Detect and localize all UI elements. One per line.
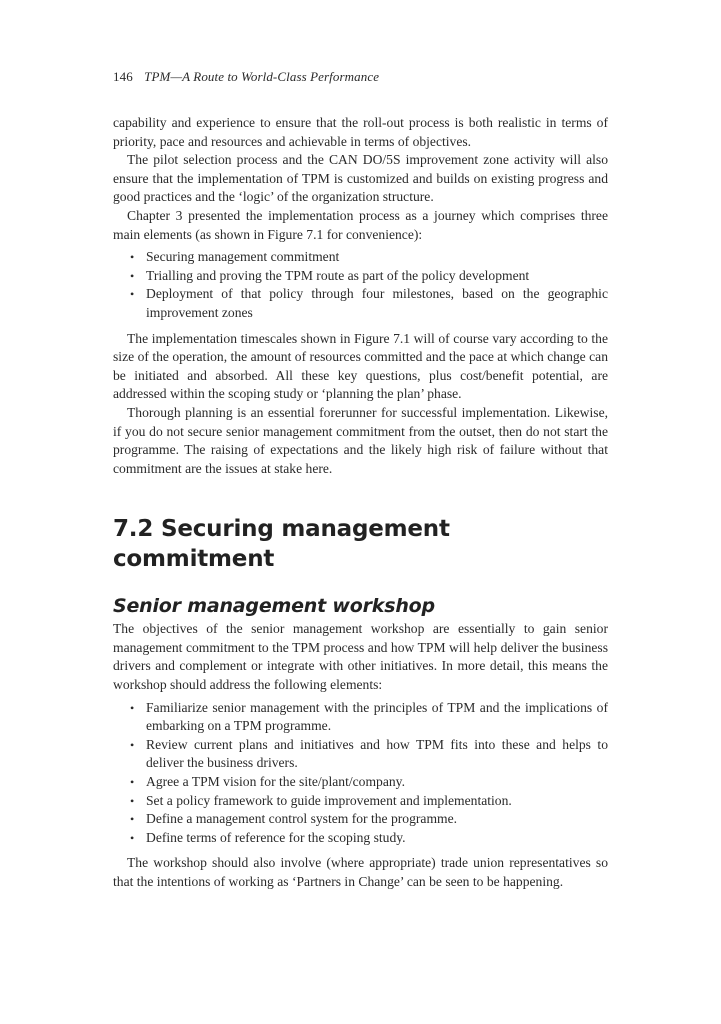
list-item-text: Trialling and proving the TPM route as part of the policy development [146,267,530,283]
body-paragraph: The pilot selection process and the CAN DO/5S improvement zone activity will also ensure that the implementation of TPM is customized and builds on existing progress and good practices and the ‘logic’ of the organization structure. [113,152,608,205]
body-paragraph: capability and experience to ensure that the roll-out process is both realistic in terms of priority, pace and resources and achievable in terms of objectives. [113,115,608,149]
list-item [113,736,608,773]
implementation-elements-list [113,248,608,322]
body-paragraph: Chapter 3 presented the implementation process as a journey which comprises three main elements (as shown in Figure 7.1 for convenience): [113,207,608,242]
running-header [113,69,379,85]
list-item-text: Define a management control system for the programme. [146,811,458,827]
bullet-icon: • [130,775,135,790]
bullet-icon: • [130,250,135,265]
page-body [113,114,608,892]
list-item-text: Familiarize senior management with the principles of TPM and the implications of embarking on a TPM programme. [146,699,608,734]
workshop-elements-list [113,699,608,848]
list-item [113,829,608,848]
list-item [113,773,608,792]
bullet-icon: • [130,830,135,845]
bullet-icon: • [130,793,135,808]
list-item [113,285,608,322]
list-item [113,792,608,811]
bullet-icon: • [130,700,135,715]
list-item [113,699,608,736]
list-item-text: Securing management commitment [146,249,340,265]
page-number: 146 [113,69,133,84]
section-heading: 7.2 Securing management commitment [113,516,450,573]
body-paragraph: Thorough planning is an essential forerunner for successful implementation. Likewise, if you do not secure senior management commitment from the outset, then do not start the programme. The raising of expectations and the likely high risk of failure without that commitment are the issues at stake here. [113,404,608,476]
list-item-text: Review current plans and initiatives and how TPM fits into these and helps to deliver the business drivers. [146,736,608,771]
list-item-text: Agree a TPM vision for the site/plant/company. [146,774,405,790]
body-paragraph: The workshop should also involve (where appropriate) trade union representatives so that the intentions of working as ‘Partners in Change’ can be seen to be happening. [113,855,608,889]
bullet-icon: • [130,287,135,302]
list-item-text: Deployment of that policy through four milestones, based on the geographic improvement zones [146,286,608,320]
subsection-heading: Senior management workshop [113,595,435,618]
list-item [113,248,608,267]
bullet-icon: • [130,737,135,752]
list-item-text: Set a policy framework to guide improvement and implementation. [146,792,512,808]
bullet-icon: • [130,812,135,827]
list-item [113,267,608,286]
book-title: TPM—A Route to World-Class Performance [144,69,380,84]
bullet-icon: • [130,268,135,283]
list-item-text: Define terms of reference for the scoping study. [146,829,406,845]
body-paragraph: The implementation timescales shown in Figure 7.1 will of course vary according to the size of the operation, the amount of resources committed and the pace at which change can be initiated and absorbed. All these key questions, plus cost/benefit potential, are addressed within the scoping study or ‘planning the plan’ phase. [113,330,608,402]
list-item [113,810,608,829]
body-paragraph: The objectives of the senior management workshop are essentially to gain senior management commitment to the TPM process and how TPM will help deliver the business drivers and complement or integrate with other initiatives. In more detail, this means the workshop should address the following elements: [113,621,608,693]
